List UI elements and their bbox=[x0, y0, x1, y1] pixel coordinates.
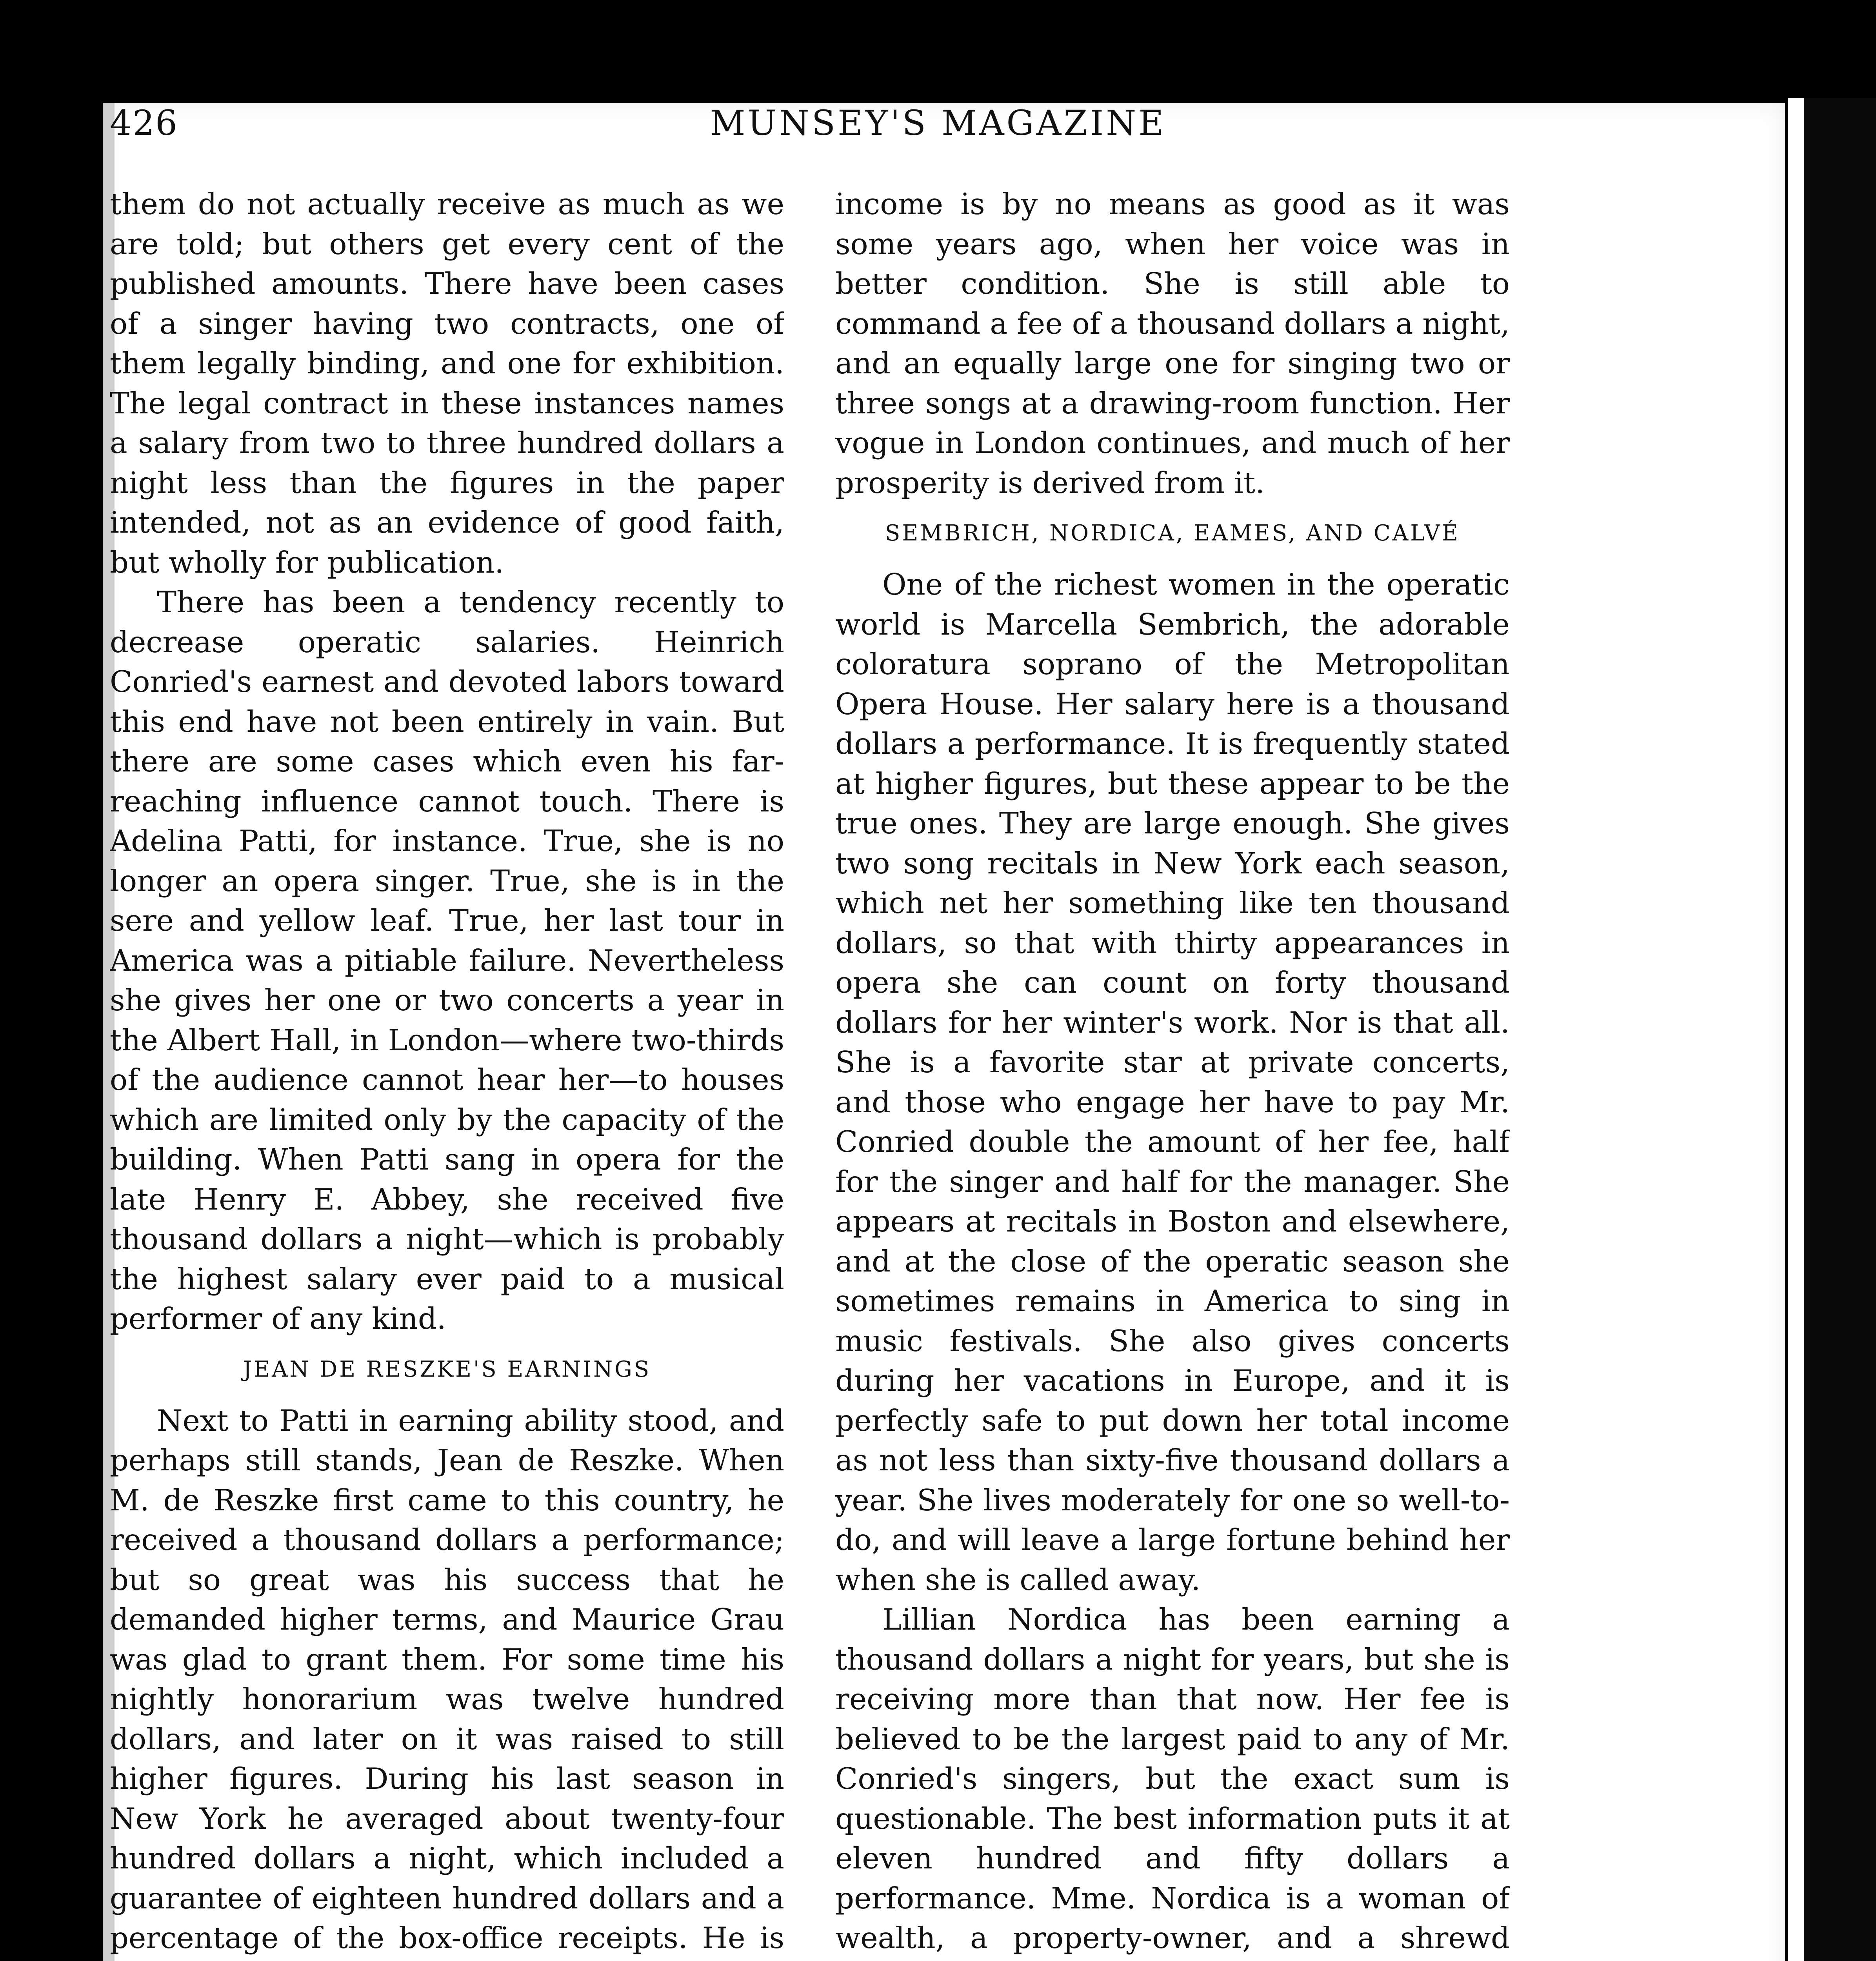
section-heading: JEAN DE RESZKE'S EARNINGS bbox=[243, 1356, 651, 1382]
page-header bbox=[110, 103, 1766, 162]
paragraph: One of the richest women in the operatic world is Marcella Sembrich, the adorable coloratura soprano of the Metropolitan Opera House. Her salary here is a thousand dollars a performance. It is frequently stated at higher figures, but these appear to be the true ones. They are large enough. She gives two song recitals in New York each season, which net her something like ten thousand dollars, so that with thirty appearances in opera she can count on forty thousand dollars for her winter's work. Nor is that all. She is a favorite star at private concerts, and those who engage her have to pay Mr. Conried double the amount of her fee, half for the singer and half for the manager. She appears at recitals in Boston and elsewhere, and at the close of the operatic season she sometimes remains in America to sing in music festivals. She also gives concerts during her vacations in Europe, and it is perfectly safe to put down her total income as not less than sixty-five thousand dollars a year. She lives moderately for one so well-to-do, and will leave a large fortune behind her when she is called away. bbox=[835, 567, 1510, 1597]
paragraph: them do not actually receive as much as we are told; but others get every cent of the published amounts. There have been cases of a singer having two contracts, one of them legally binding, and one for exhibition. The legal contract in these instances names a salary from two to three hundred dollars a night less than the figures in the paper intended, not as an evidence of good faith, but wholly for publication. bbox=[110, 187, 784, 580]
book-gutter-shadow bbox=[1804, 98, 1876, 1961]
paragraph: There has been a tendency recently to decrease operatic salaries. Heinrich Conried's earnest and devoted labors toward this end have not been entirely in vain. But there are some cases which even his far-reaching influence cannot touch. There is Adelina Patti, for instance. True, she is no longer an opera singer. True, she is in the sere and yellow leaf. True, her last tour in America was a pitiable failure. Nevertheless she gives her one or two concerts a year in the Albert Hall, in London—where two-thirds of the audience cannot hear her—to houses which are limited only by the capacity of the building. When Patti sang in opera for the late Henry E. Abbey, she received five thousand dollars a night—which is probably the highest salary ever paid to a musical performer of any kind. bbox=[110, 585, 784, 1336]
section-heading: SEMBRICH, NORDICA, EAMES, AND CALVÉ bbox=[885, 520, 1460, 546]
paragraph: Lillian Nordica has been earning a thousand dollars a night for years, but she is receiving more than that now. Her fee is believed to be the largest paid to any of Mr. Conried's singers, but the exact sum is questionable. The best information puts it at eleven hundred and fifty dollars a performance. Mme. Nordica is a woman of wealth, a property-owner, and a shrewd bbox=[835, 1602, 1510, 1955]
paragraph: income is by no means as good as it was some years ago, when her voice was in better condition. She is still able to command a fee of a thousand dollars a night, and an equally large one for singing two or three songs at a drawing-room function. Her vogue in London continues, and much of her prosperity is derived from it. bbox=[835, 187, 1510, 500]
page-number: 426 bbox=[110, 103, 178, 143]
right-column bbox=[835, 184, 1510, 1961]
paragraph: Next to Patti in earning ability stood, and perhaps still stands, Jean de Reszke. When M. de Reszke first came to this country, he received a thousand dollars a performance; but so great was his success that he demanded higher terms, and Maurice Grau was glad to grant them. For some time his nightly honorarium was twelve hundred dollars, and later on it was raised to still higher figures. During his last season in New York he averaged about twenty-four hundred dollars a night, which included a guarantee of eighteen hundred dollars and a percentage of the box-office receipts. He is bbox=[110, 1403, 784, 1955]
left-column bbox=[110, 184, 784, 1961]
facing-page-edge bbox=[1788, 98, 1804, 1961]
running-head: MUNSEY'S MAGAZINE bbox=[710, 103, 1166, 143]
